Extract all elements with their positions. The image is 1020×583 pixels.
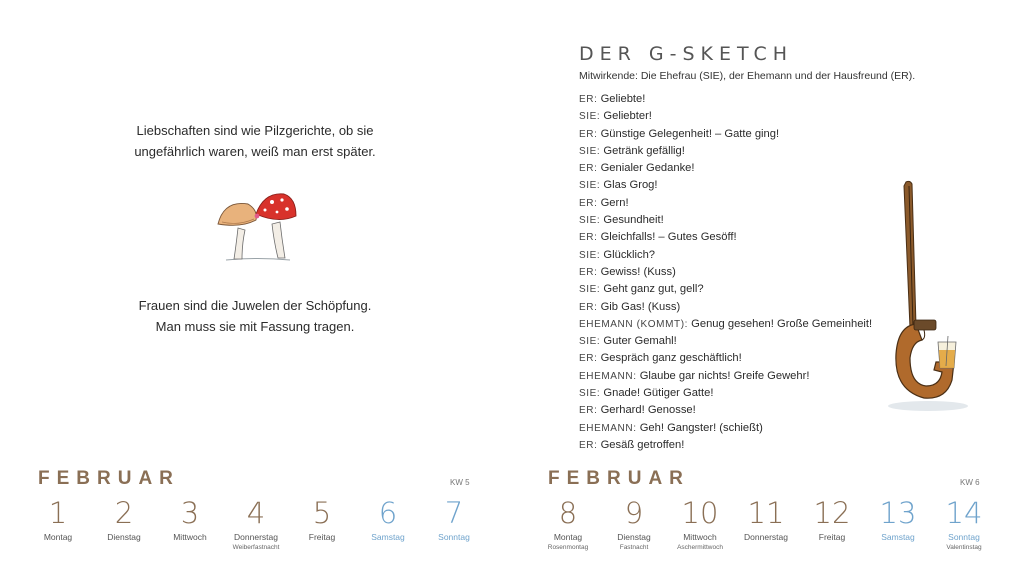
calendar-day — [353, 496, 423, 542]
dialogue-line — [579, 350, 872, 367]
day-number: 9 — [624, 496, 644, 530]
dialogue-speaker: SIE: — [579, 336, 601, 348]
dialogue-text: Gerhard! Genosse! — [600, 404, 696, 417]
calendar-day — [23, 496, 93, 542]
dialogue-text: Geht ganz gut, gell? — [603, 283, 704, 296]
month-label: FEBRUAR — [548, 468, 690, 489]
day-name: Freitag — [818, 532, 846, 542]
calendar-day — [929, 496, 999, 551]
calendar-day — [797, 496, 867, 542]
day-name: Sonntag — [948, 532, 980, 542]
dialogue-line — [579, 195, 872, 212]
dialogue-text: Gesäß getroffen! — [600, 438, 685, 451]
day-name: Mittwoch — [683, 532, 717, 542]
day-name: Mittwoch — [173, 532, 207, 542]
dialogue-text: Genialer Gedanke! — [600, 162, 695, 175]
dialogue-text: Glücklich? — [603, 248, 656, 261]
dialogue-line — [579, 368, 872, 385]
day-number: 10 — [681, 496, 719, 530]
dialogue-speaker: SIE: — [579, 249, 601, 261]
calendar-day — [221, 496, 291, 551]
day-number: 6 — [378, 496, 398, 530]
quote-line: Liebschaften sind wie Pilzgerichte, ob sie — [136, 123, 374, 138]
day-note: Valentinstag — [946, 544, 982, 551]
calendar-day — [287, 496, 357, 542]
dialogue-text: Gern! — [600, 196, 629, 209]
dialogue-speaker: ER: — [579, 232, 598, 244]
day-name: Montag — [553, 532, 583, 542]
dialogue-line — [579, 385, 872, 402]
calendar-week-left — [38, 468, 478, 578]
dialogue-line — [579, 247, 872, 264]
dialogue-text: Gib Gas! (Kuss) — [600, 300, 681, 313]
day-name: Freitag — [308, 532, 336, 542]
dialogue-text: Glaube gar nichts! Greife Gewehr! — [639, 369, 810, 382]
dialogue-line — [579, 402, 872, 419]
dialogue-text: Guter Gemahl! — [603, 335, 677, 348]
day-number: 2 — [114, 496, 134, 530]
dialogue-speaker: ER: — [579, 128, 598, 140]
dialogue-text: Gesundheit! — [603, 214, 664, 227]
calendar-day — [599, 496, 669, 551]
day-name: Donnerstag — [744, 532, 788, 542]
dialogue-text: Glas Grog! — [603, 179, 658, 192]
calendar-day — [533, 496, 603, 551]
calendar-day — [419, 496, 489, 542]
dialogue-line — [579, 126, 872, 143]
dialogue-speaker: ER: — [579, 163, 598, 175]
dialogue-speaker: ER: — [579, 94, 598, 105]
dialogue-speaker: ER: — [579, 439, 598, 451]
mushrooms-illustration — [212, 188, 302, 266]
dialogue-text: Genug gesehen! Große Gemeinheit! — [691, 317, 873, 330]
day-note: Aschermittwoch — [677, 544, 723, 551]
day-number: 1 — [48, 496, 68, 530]
day-number: 7 — [444, 496, 464, 530]
dialogue-speaker: SIE: — [579, 284, 601, 296]
day-name: Sonntag — [438, 532, 470, 542]
day-note: Fastnacht — [619, 544, 649, 551]
day-number: 4 — [246, 496, 266, 530]
day-name: Dienstag — [107, 532, 141, 542]
dialogue-line — [579, 91, 872, 108]
calendar-day — [665, 496, 735, 551]
dialogue-text: Gleichfalls! – Gutes Gesöff! — [600, 231, 737, 244]
quote-pilzgerichte — [100, 120, 410, 162]
month-label: FEBRUAR — [38, 468, 180, 489]
day-number: 14 — [945, 496, 983, 530]
calendar-day — [155, 496, 225, 542]
day-name: Samstag — [371, 532, 405, 542]
day-number: 3 — [180, 496, 200, 530]
sketch-cast: Mitwirkende: Die Ehefrau (SIE), der Ehemann und der Hausfreund (ER). — [579, 70, 916, 82]
dialogue-line — [579, 143, 872, 160]
dialogue-speaker: SIE: — [579, 180, 601, 192]
dialogue-line — [579, 437, 872, 454]
dialogue-speaker: SIE: — [579, 111, 601, 123]
dialogue-speaker: SIE: — [579, 145, 601, 157]
dialogue-text: Gnade! Gütiger Gatte! — [603, 387, 714, 400]
dialogue-text: Geh! Gangster! (schießt) — [639, 421, 763, 434]
day-name: Montag — [43, 532, 73, 542]
dialogue-line — [579, 316, 872, 333]
sketch-title: DER G-SKETCH — [579, 43, 794, 65]
dialogue-list — [579, 91, 872, 454]
dialogue-line — [579, 229, 872, 246]
dialogue-line — [579, 299, 872, 316]
g-rifle-illustration — [876, 176, 972, 416]
calendar-week-right — [548, 468, 988, 578]
quote-line: Man muss sie mit Fassung tragen. — [155, 319, 355, 334]
calendar-week-number: KW 5 — [450, 478, 470, 487]
day-name: Dienstag — [617, 532, 651, 542]
day-number: 5 — [312, 496, 332, 530]
dialogue-speaker: ER: — [579, 197, 598, 209]
dialogue-text: Geliebte! — [600, 93, 646, 105]
day-number: 13 — [879, 496, 917, 530]
calendar-day — [863, 496, 933, 542]
dialogue-text: Gewiss! (Kuss) — [600, 265, 676, 278]
dialogue-speaker: ER: — [579, 266, 598, 278]
dialogue-speaker: ER: — [579, 301, 598, 313]
dialogue-text: Getränk gefällig! — [603, 144, 685, 157]
dialogue-line — [579, 420, 872, 437]
dialogue-line — [579, 333, 872, 350]
day-note: Weiberfastnacht — [232, 544, 280, 551]
dialogue-line — [579, 281, 872, 298]
dialogue-speaker: SIE: — [579, 215, 601, 227]
dialogue-speaker: ER: — [579, 353, 598, 365]
dialogue-line — [579, 177, 872, 194]
dialogue-line — [579, 108, 872, 125]
day-name: Donnerstag — [234, 532, 278, 542]
dialogue-line — [579, 160, 872, 177]
day-note: Rosenmontag — [547, 544, 589, 551]
dialogue-speaker: EHEMANN: — [579, 422, 637, 434]
dialogue-text: Geliebter! — [603, 110, 652, 123]
day-number: 8 — [558, 496, 578, 530]
dialogue-text: Günstige Gelegenheit! – Gatte ging! — [600, 127, 780, 140]
calendar-day — [89, 496, 159, 542]
quote-line: Frauen sind die Juwelen der Schöpfung. — [138, 298, 372, 313]
day-number: 11 — [747, 496, 785, 530]
dialogue-text: Gespräch ganz geschäftlich! — [600, 352, 742, 365]
quote-juwelen — [100, 295, 410, 337]
calendar-day — [731, 496, 801, 542]
dialogue-speaker: EHEMANN: — [579, 370, 637, 382]
day-number: 12 — [813, 496, 851, 530]
day-name: Samstag — [881, 532, 915, 542]
quote-line: ungefährlich waren, weiß man erst später. — [134, 144, 376, 159]
calendar-week-number: KW 6 — [960, 478, 980, 487]
dialogue-line — [579, 212, 872, 229]
dialogue-speaker: EHEMANN (KOMMT): — [579, 318, 689, 330]
dialogue-speaker: ER: — [579, 405, 598, 417]
dialogue-speaker: SIE: — [579, 388, 601, 400]
dialogue-line — [579, 264, 872, 281]
